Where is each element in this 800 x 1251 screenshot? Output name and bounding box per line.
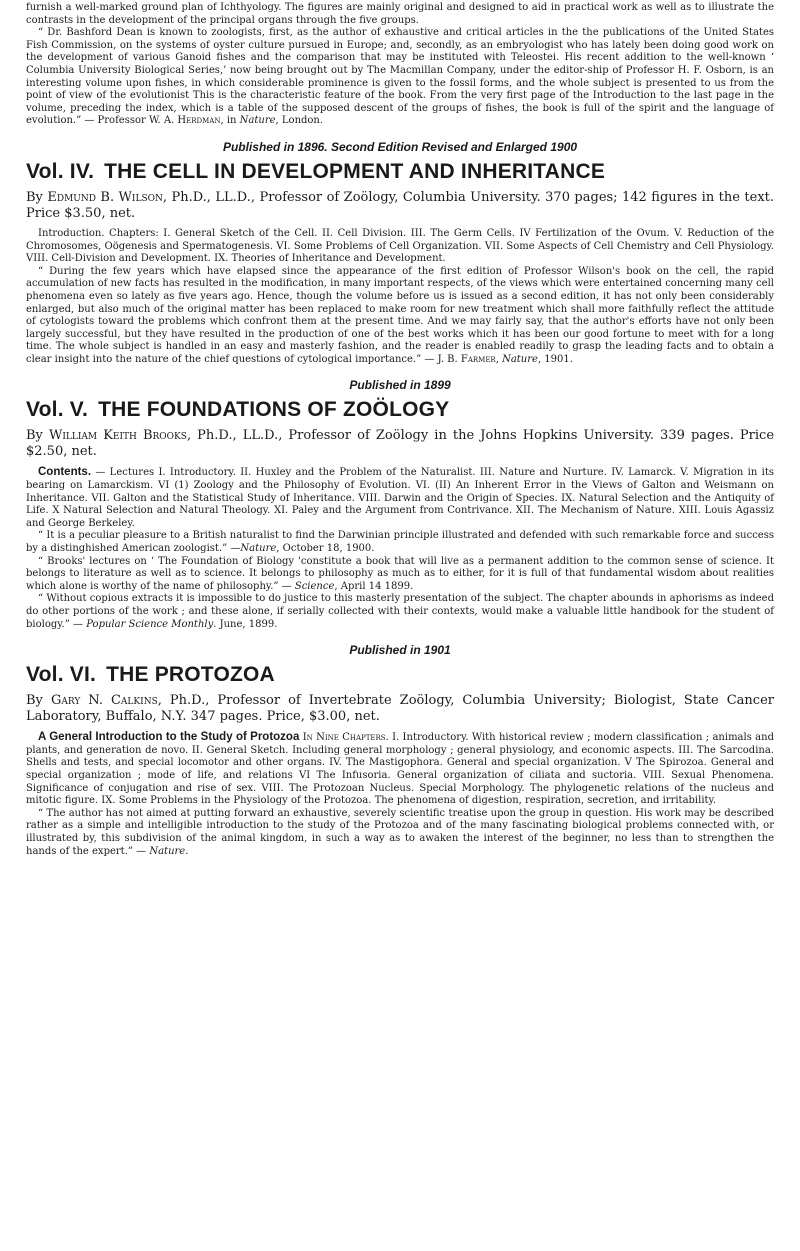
vol5-byline: [26, 428, 774, 460]
vol5-review-3-text: “ Without copious extracts it is impossible to do justice to this masterly presentation of the subject. The chapter abounds in aphorisms as indeed do other portions of the work ; and these alone, if serially collected with their contexts, would make a valuable little handbook for the student of biology.” —: [26, 593, 774, 630]
vol6-contents-in: In Nine Chapters. I.: [299, 732, 403, 744]
vol5-review-1-source: Nature: [240, 543, 277, 555]
vol6-heading: [26, 663, 774, 687]
vol4-review: [26, 266, 774, 367]
volume-5-section: [26, 378, 774, 631]
vol5-review-3-end: . June, 1899.: [213, 618, 278, 630]
intro-section: [26, 2, 774, 128]
vol5-review-3-source: Popular Science Monthly: [86, 618, 214, 630]
vol5-by: By: [26, 428, 49, 444]
vol4-number: Vol. IV.: [26, 159, 95, 183]
vol6-contents-lead: A General Introduction to the Study of Protozoa: [38, 731, 300, 744]
intro-review-author: Herdman: [177, 115, 221, 127]
vol5-title: THE FOUNDATIONS OF ZOÖLOGY: [98, 398, 450, 422]
vol5-review-2-end: , April 14 1899.: [334, 580, 414, 592]
vol6-title: THE PROTOZOA: [106, 663, 275, 687]
vol4-byline: [26, 190, 774, 222]
vol5-contents-label: Contents.: [38, 466, 92, 479]
vol6-review: [26, 808, 774, 858]
vol4-review-end: , 1901.: [537, 353, 573, 365]
vol5-heading: [26, 398, 774, 422]
vol4-review-author: Farmer: [460, 353, 496, 365]
vol4-review-source: Nature: [502, 353, 538, 365]
vol4-published-line: Published in 1896. Second Edition Revised and Enlarged 1900: [222, 139, 578, 154]
vol5-number: Vol. V.: [26, 398, 89, 422]
vol4-title: THE CELL IN DEVELOPMENT AND INHERITANCE: [104, 159, 606, 183]
vol5-review-2-text: “ Brooks' lectures on ‘ The Foundation of Biology 'constitute a book that will live as a permanent addition to the common sense of science. It belongs to literature as well as to science. It belongs to philosophy as much as to either, for it is full of that fundamental wisdom about realities which alone is worthy of the name of philosophy.” —: [26, 555, 774, 592]
vol5-byline-rest: , Ph.D., LL.D., Professor of Zoölogy in the Johns Hopkins University. 339 pages. Price $2.50, net.: [26, 428, 775, 460]
vol6-by: By: [26, 693, 51, 709]
vol5-contents: [26, 466, 774, 530]
vol6-byline: [26, 693, 774, 725]
vol6-review-text: “ The author has not aimed at putting forward an exhaustive, severely scientific treatise upon the group in question. His work may be described rather as a simple and intelligible introduction to the study of the Protozoa and of the many fascinating biological problems connected with, or illustrated by, this subdivision of the animal kingdom, in such a way as to awaken the interest of the beginner, no less than to strengthen the hands of the expert.” —: [26, 807, 774, 857]
intro-review-text: “ Dr. Bashford Dean is known to zoologists, first, as the author of exhaustive and critical articles in the the publications of the United States Fish Commission, on the systems of oyster culture pursued in Europe; and, secondly, as an embryologist who has lately been doing good work on the development of various Ganoid fishes and the comparison that may be instituted with Teleostei. His recent addition to the well-known ‘ Columbia University Biological Series,’ now being brought out by The Macmillan Company, under the editor-ship of Professor H. F. Osborn, is an interesting volume upon fishes, in which considerable prominence is given to the fossil forms, and the whole subject is presented to us from the point of view of the evolutionist This is the characteristic feature of the book. From the very first page of the Introduction to the last page in the volume, preceding the index, which is a table of the supposed descent of the groups of fishes, the book is full of the spirit and the language of evolution.” — Professor W. A.: [26, 27, 774, 127]
vol4-byline-rest: , Ph.D., LL.D., Professor of Zoölogy, Columbia University. 370 pages; 142 figures in the text. Price $3.50, net.: [26, 189, 775, 221]
vol6-author: Gary N. Calkins: [50, 693, 158, 709]
vol4-contents: Introduction. Chapters: I. General Sketch of the Cell. II. Cell Division. III. The Germ Cells. IV Fertilization of the Ovum. V. Reduction of the Chromosomes, Oögenesis and Spermatogenesis. VI. Some Problems of Cell Organization. VII. Some Aspects of Cell Chemistry and Cell Physiology. VIII. Cell-Division and Development. IX. Theories of Inheritance and Development.: [26, 227, 774, 265]
volume-4-section: [26, 140, 774, 367]
vol6-review-source: Nature: [149, 845, 186, 857]
vol4-by: By: [26, 189, 48, 205]
vol6-contents-text: Introductory. With historical review ; modern classification ; animals and plants, and generation de novo. II. General Sketch. Including general morphology ; general physiology, and economic aspects. III. The Sarcodina. Shells and tests, and special locomotor and other organs. IV. The Mastigophora. General and special organization. V The Spirozoa. General and special organization ; mode of life, and relations VI The Infusoria. General organization of ciliata and suctoria. VIII. Sexual Phenomena. Significance of conjugation and rise of sex. VIII. The Protozoan Nucleus. Special Morphology. The phylogenetic relations of the nucleus and mitotic figure. IX. Some Problems in the Physiology of the Protozoa. The phenomena of digestion, respiration, secretion, and irritability.: [26, 732, 774, 807]
intro-review-source: Nature: [239, 115, 276, 127]
vol6-review-end: .: [185, 845, 189, 857]
vol5-author: William Keith Brooks: [48, 428, 187, 444]
vol6-byline-rest: , Ph.D., Professor of Invertebrate Zoölogy, Columbia University; Biologist, State Cancer Laboratory, Buffalo, N.Y. 347 pages. Price, $3.00, net.: [26, 693, 774, 725]
intro-review-end: , London.: [275, 115, 324, 127]
vol5-review-2: [26, 556, 774, 594]
vol5-published-line: Published in 1899: [349, 378, 451, 393]
vol4-heading: [26, 160, 774, 184]
vol5-review-1-end: , October 18, 1900.: [276, 543, 375, 555]
vol5-review-1: [26, 530, 774, 555]
intro-paragraph-1: furnish a well-marked ground plan of Ichthyology. The figures are mainly original and designed to aid in practical work as well as to illustrate the contrasts in the development of the principal organs through the five groups.: [26, 2, 774, 26]
volume-6-section: [26, 643, 774, 858]
intro-review-sep: , in: [220, 115, 240, 127]
vol5-contents-text: — Lectures I. Introductory. II. Huxley and the Problem of the Naturalist. III. Nature and Nurture. IV. Lamarck. V. Migration in its bearing on Lamarckism. VI (1) Zoology and the Philosophy of Evolution. VI. (II) An Inherent Error in the Views of Galton and Weismann on Inheritance. VII. Galton and the Statistical Study of Inheritance. VIII. Darwin and the Origin of Species. IX. Natural Selection and the Antiquity of Life. X Natural Selection and Natural Theology. XI. Paley and the Argument from Contrivance. XII. The Mechanism of Nature. XIII. Louis Agassiz and George Berkeley.: [26, 467, 774, 529]
vol4-review-sep: ,: [495, 353, 503, 365]
vol4-review-text: “ During the few years which have elapsed since the appearance of the first edition of Professor Wilson's book on the cell, the rapid accumulation of new facts has resulted in the modification, in many important respects, of the views which were entertained concerning many cell phenomena even so lately as five years ago. Hence, though the volume before us is issued as a second edition, it has not only been considerably enlarged, but also much of the original matter has been replaced to make room for new treatment which shall more faithfully reflect the attitude of cytologists toward the problems which confront them at the present time. And we may fairly say, that the author's efforts have not only been largely successful, but they have resulted in the production of one of the best works which it has been our good fortune to meet with for a long time. The whole subject is handled in an easy and masterly fashion, and the reader is enabled readily to grasp the leading facts and to obtain a clear insight into the nature of the chief questions of cytological importance.” — J. B.: [26, 265, 774, 365]
vol6-contents: [26, 731, 774, 808]
vol4-author: Edmund B. Wilson: [47, 189, 163, 205]
vol5-review-3: [26, 593, 774, 631]
vol6-published-line: Published in 1901: [349, 643, 451, 658]
vol5-review-1-text: “ It is a peculiar pleasure to a British naturalist to find the Darwinian principle illustrated and defended with such remarkable force and success by a distinghished American zoologist.” —: [26, 530, 774, 555]
vol6-number: Vol. VI.: [26, 663, 97, 687]
vol5-review-2-source: Science: [294, 580, 335, 592]
intro-paragraph-2: [26, 27, 774, 128]
